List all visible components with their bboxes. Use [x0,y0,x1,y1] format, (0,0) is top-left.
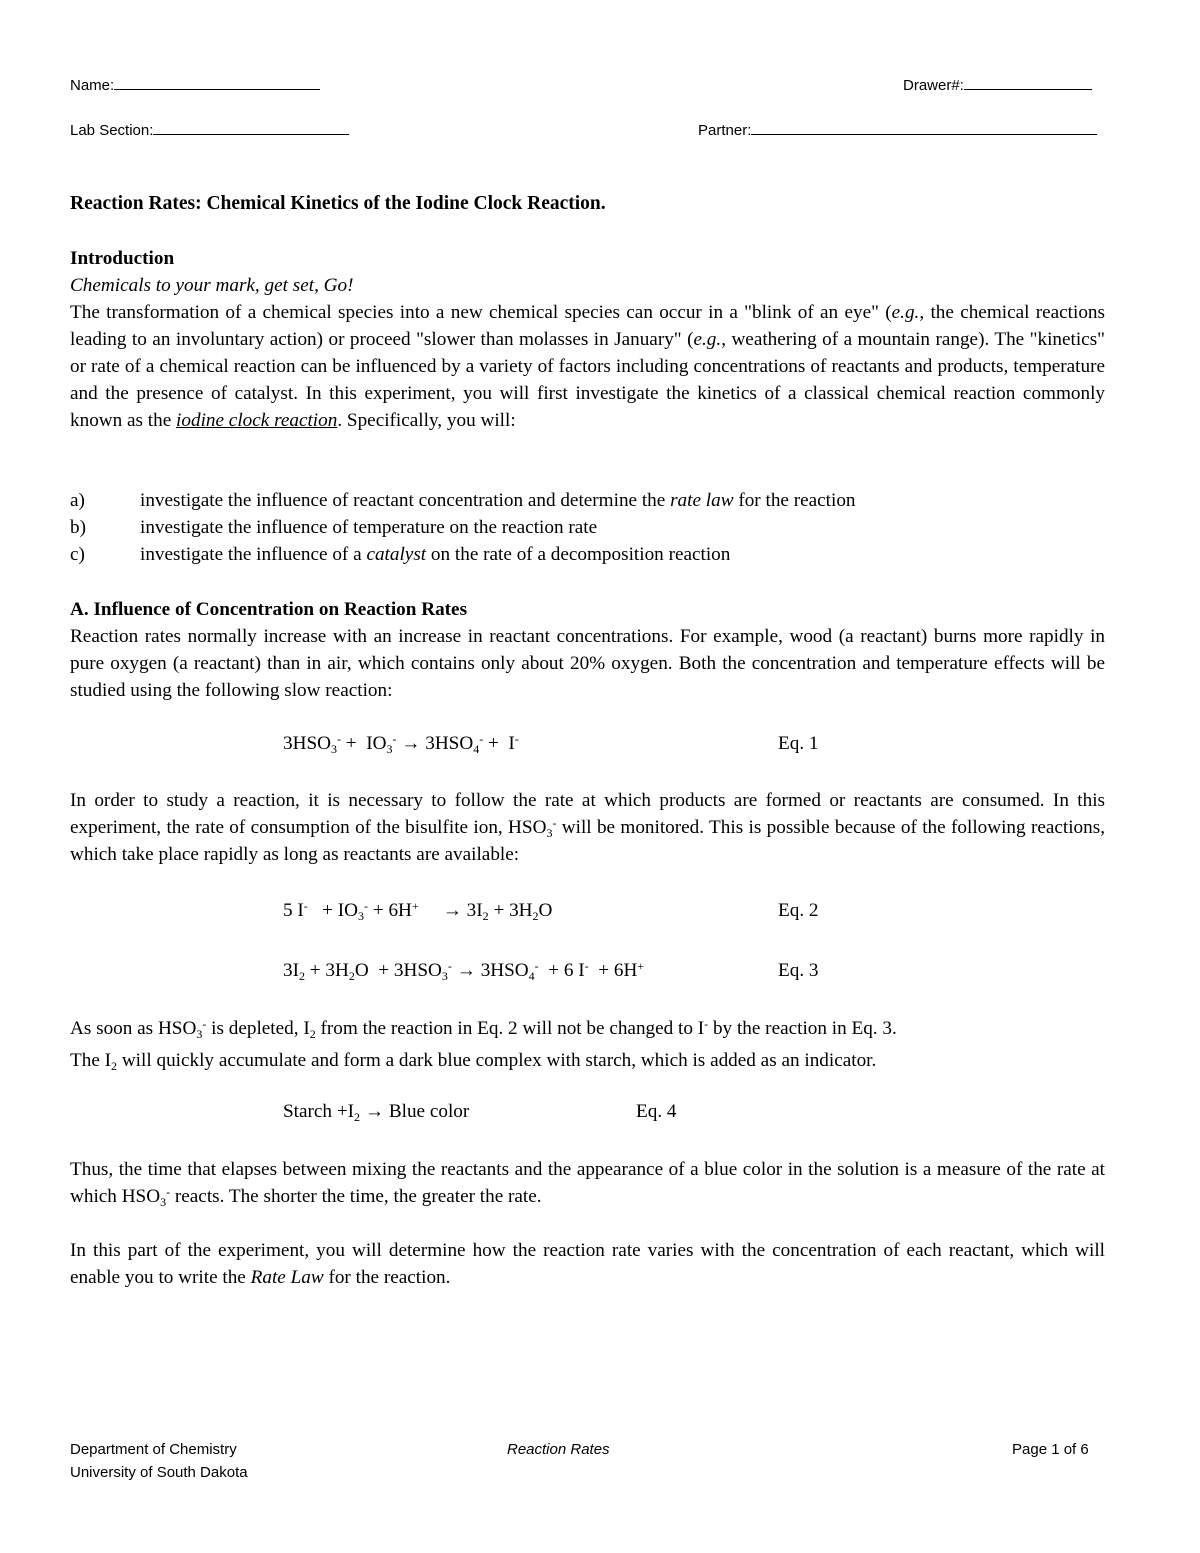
section-a-paragraph-2: In order to study a reaction, it is necessary to follow the rate at which products are formed or reactants are consumed. In this experiment, the rate of consumption of the bisulfite ion, $HSO_3^-$ will be monitored. This is possible because of the following reactions, which take place rapidly as long as reactants are available: [70,790,1106,865]
objectives-list [70,487,1105,568]
section-a-paragraph-3: As soon as $HSO_3^-$ is depleted, $I_2$ from the reaction in Eq. 2 will not be changed to I- by the reaction in Eq. 3. [70,1017,897,1041]
introduction-subtitle: Chemicals to your mark, get set, Go! [70,275,354,296]
page-number: Page 1 of 6 [1012,1441,1089,1458]
page-title: Reaction Rates: Chemical Kinetics of the Iodine Clock Reaction. [70,193,606,214]
section-a-paragraph-4: The $I_2$ will quickly accumulate and form a dark blue complex with starch, which is added as an indicator. [70,1050,877,1073]
equation-2: 5 $I^- + IO_3^- + 6H^+$ → $3I_2 + 3H_2O$ [283,899,553,923]
footer-department: Department of Chemistry [70,1441,237,1458]
drawer-field[interactable]: Drawer#: [903,75,1092,94]
section-a-heading: A. Influence of Concentration on Reaction Rates [70,599,468,620]
partner-field[interactable]: Partner: [698,120,1097,139]
equation-4: Starch $+I_2$ → Blue color [283,1101,470,1124]
list-item: c) investigate the influence of a catalyst on the rate of a decomposition reaction [70,544,731,565]
footer-title: Reaction Rates [507,1441,610,1458]
list-item: a) investigate the influence of reactant concentration and determine the rate law for the reaction [70,490,856,511]
section-a [70,596,1105,704]
footer-university: University of South Dakota [70,1464,248,1481]
equation-2-label: Eq. 2 [778,900,819,921]
section-a-paragraph-5: Thus, the time that elapses between mixing the reactants and the appearance of a blue color in the solution is a measure of the rate at which $HSO_3^-$ reacts. The shorter the time, the greater the rate. [70,1159,1105,1209]
equation-3: $3I_2 + 3H_2O + 3HSO_3^- \to 3HSO_4^- + 6$ I- + 6H+ [283,959,645,983]
introduction-section [70,245,1105,434]
introduction-paragraph: The transformation of a chemical species into a new chemical species can occur in a "blink of an eye" (e.g., the chemical reactions leading to an involuntary action) or proceed "slower than molasses in January" (e.g., weathering of a mountain range). The "kinetics" or rate of a chemical reaction can be influenced by a variety of factors including concentrations of reactants and products, temperature and the presence of catalyst. In this experiment, you will first investigate the kinetics of a classical chemical reaction commonly known as the iodine clock reaction. Specifically, you will: [70,302,1105,431]
equation-1: $3HSO_3^- + IO_3^- \to 3HSO_4^- + I^-$ [283,732,519,756]
lab-section-field[interactable]: Lab Section: [70,120,349,139]
equation-1-label: Eq. 1 [778,733,819,754]
name-field[interactable]: Name: [70,75,320,94]
equation-3-label: Eq. 3 [778,960,819,981]
introduction-heading: Introduction [70,248,175,269]
equation-4-label: Eq. 4 [636,1101,677,1122]
section-a-paragraph-1: Reaction rates normally increase with an increase in reactant concentrations. For example, wood (a reactant) burns more rapidly in pure oxygen (a reactant) than in air, which contains only about 20% oxygen. Both the concentration and temperature effects will be studied using the following slow reaction: [70,626,1105,701]
section-a-paragraph-6: In this part of the experiment, you will determine how the reaction rate varies with the concentration of each reactant, which will enable you to write the Rate Law for the reaction. [70,1240,1105,1288]
iodine-clock-term: iodine clock reaction [176,410,338,431]
list-item: b) investigate the influence of temperature on the reaction rate [70,517,598,538]
